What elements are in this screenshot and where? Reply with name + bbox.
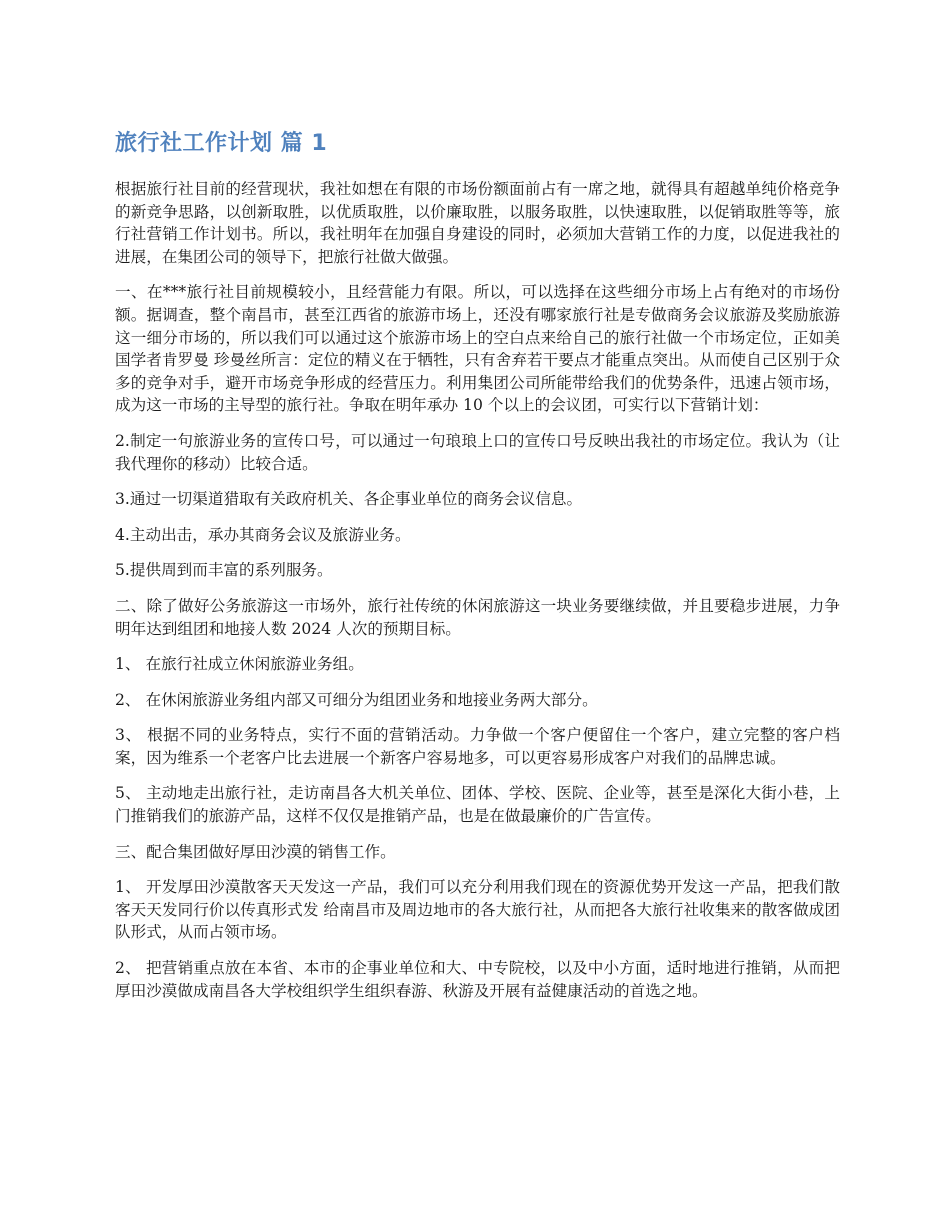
paragraph-section-2: 二、除了做好公务旅游这一市场外，旅行社传统的休闲旅游这一块业务要继续做，并且要稳步进展，力争明年达到组团和地接人数 2024 人次的预期目标。 (115, 596, 840, 638)
document-title: 旅行社工作计划 篇 1 (115, 131, 328, 156)
paragraph-intro: 根据旅行社目前的经营现状，我社如想在有限的市场份额面前占有一席之地，就得具有超越单纯价格竞争的新竞争思路，以创新取胜，以优质取胜，以价廉取胜，以服务取胜，以快速取胜，以促销取胜等等，旅行社营销工作计划书。所以，我社明年在加强自身建设的同时，必须加大营销工作的力度，以促进我社的进展，在集团公司的领导下，把旅行社做大做强。 (115, 180, 840, 266)
document-page (115, 128, 840, 1015)
paragraph-leisure-2: 2、 在休闲旅游业务组内部又可细分为组团业务和地接业务两大部分。 (115, 690, 598, 709)
paragraph-desert-1: 1、 开发厚田沙漠散客天天发这一产品，我们可以充分利用我们现在的资源优势开发这一产品，把我们散客天天发同行价以传真形式发 给南昌市及周边地市的各大旅行社，从而把各大旅行社收集来的散客做成团队形式，从而占领市场。 (115, 878, 840, 942)
paragraph-item-3-channels: 3.通过一切渠道猎取有关政府机关、各企事业单位的商务会议信息。 (115, 490, 583, 509)
paragraph-item-4-initiative: 4.主动出击，承办其商务会议及旅游业务。 (115, 525, 411, 544)
paragraph-leisure-3: 3、 根据不同的业务特点，实行不面的营销活动。力争做一个客户便留住一个客户，建立完整的客户档案，因为维系一个老客户比去进展一个新客户容易地多，可以更容易形成客户对我们的品牌忠诚。 (115, 726, 840, 767)
paragraph-item-2-slogan: 2.制定一句旅游业务的宣传口号，可以通过一句琅琅上口的宣传口号反映出我社的市场定位。我认为（让我代理你的移动）比较合适。 (115, 431, 840, 473)
paragraph-leisure-5: 5、 主动地走出旅行社，走访南昌各大机关单位、团体、学校、医院、企业等，甚至是深化大街小巷，上门推销我们的旅游产品，这样不仅仅是推销产品，也是在做最廉价的广告宣传。 (115, 784, 840, 826)
paragraph-section-1: 一、在***旅行社目前规模较小，且经营能力有限。所以，可以选择在这些细分市场上占有绝对的市场份额。据调查，整个南昌市，甚至江西省的旅游市场上，还没有哪家旅行社是专做商务会议旅游及奖励旅游这一细分市场的，所以我们可以通过这个旅游市场上的空白点来给自己的旅行社做一个市场定位，正如美国学者肯罗曼 珍曼丝所言：定位的精义在于牺牲，只有舍弃若干要点才能重点突出。从而使自己区别于众多的竞争对手，避开市场竞争形成的经营压力。利用集团公司所能带给我们的优势条件，迅速占领市场，成为这一市场的主导型的旅行社。争取在明年承办 10 个以上的会议团，可实行以下营销计划： (115, 283, 840, 415)
paragraph-desert-2: 2、 把营销重点放在本省、本市的企事业单位和大、中专院校，以及中小方面，适时地进行推销，从而把厚田沙漠做成南昌各大学校组织学生组织春游、秋游及开展有益健康活动的首选之地。 (115, 959, 840, 1000)
paragraph-leisure-1: 1、 在旅行社成立休闲旅游业务组。 (115, 655, 364, 674)
paragraph-section-3: 三、配合集团做好厚田沙漠的销售工作。 (115, 842, 396, 861)
paragraph-item-5-services: 5.提供周到而丰富的系列服务。 (115, 561, 333, 580)
